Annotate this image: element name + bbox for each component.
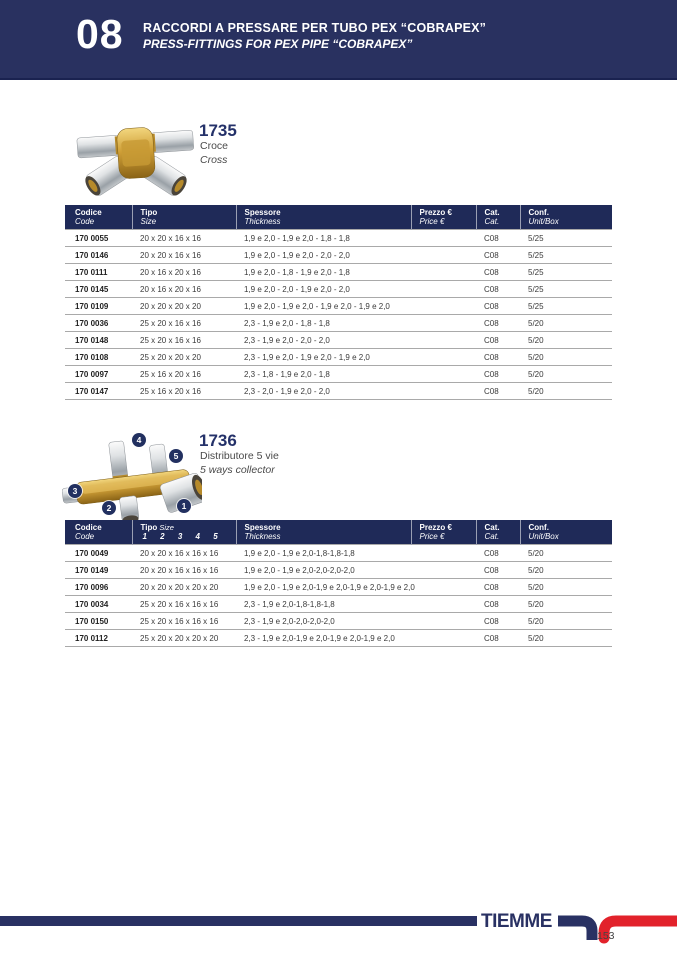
page-title-english: PRESS-FITTINGS FOR PEX PIPE “COBRAPEX” xyxy=(143,37,413,51)
table-row xyxy=(65,281,612,298)
cell-size: 25 x 20 x 20 x 20 x 20 xyxy=(132,630,236,647)
cell-cat: C08 xyxy=(476,383,520,400)
cell-price xyxy=(411,264,476,281)
col-header-size: Tipo Size xyxy=(132,205,236,230)
cell-thickness: 2,3 - 1,9 e 2,0-1,9 e 2,0-1,9 e 2,0-1,9 e 2,0 xyxy=(236,630,411,647)
cell-cat: C08 xyxy=(476,562,520,579)
cell-unit: 5/20 xyxy=(520,613,612,630)
cell-unit: 5/25 xyxy=(520,247,612,264)
table-row xyxy=(65,596,612,613)
product-name-en-1735: Cross xyxy=(200,154,228,166)
table-row xyxy=(65,579,612,596)
product-table-1735 xyxy=(65,205,612,400)
cell-thickness: 2,3 - 1,9 e 2,0 - 1,8 - 1,8 xyxy=(236,315,411,332)
cell-unit: 5/25 xyxy=(520,264,612,281)
cell-price xyxy=(411,247,476,264)
table-row xyxy=(65,298,612,315)
port-badge-5: 5 xyxy=(169,449,183,463)
cross-fitting-illustration xyxy=(70,108,202,200)
table-row xyxy=(65,366,612,383)
table-row xyxy=(65,562,612,579)
data-table xyxy=(65,520,612,647)
cell-cat: C08 xyxy=(476,264,520,281)
product-table-1736 xyxy=(65,520,612,647)
col-header-thickness: Spessore Thickness xyxy=(236,205,411,230)
cell-price xyxy=(411,596,476,613)
cell-price xyxy=(411,545,476,562)
cell-thickness: 1,9 e 2,0 - 1,9 e 2,0 - 1,8 - 1,8 xyxy=(236,230,411,247)
table-row xyxy=(65,264,612,281)
page-titles xyxy=(143,21,486,51)
cell-size: 25 x 20 x 16 x 16 xyxy=(132,332,236,349)
cell-code: 170 0055 xyxy=(65,230,132,247)
cell-unit: 5/20 xyxy=(520,315,612,332)
cell-price xyxy=(411,579,476,596)
cell-cat: C08 xyxy=(476,545,520,562)
cell-thickness: 1,9 e 2,0 - 1,8 - 1,9 e 2,0 - 1,8 xyxy=(236,264,411,281)
page-title-italian: RACCORDI A PRESSARE PER TUBO PEX “COBRAPEX” xyxy=(143,21,487,35)
cell-code: 170 0111 xyxy=(65,264,132,281)
cell-cat: C08 xyxy=(476,613,520,630)
cell-code: 170 0097 xyxy=(65,366,132,383)
cell-unit: 5/20 xyxy=(520,596,612,613)
cell-thickness: 2,3 - 2,0 - 1,9 e 2,0 - 2,0 xyxy=(236,383,411,400)
col-header-cat: Cat. Cat. xyxy=(476,205,520,230)
col-header-unit: Conf. Unit/Box xyxy=(520,520,612,545)
cell-code: 170 0145 xyxy=(65,281,132,298)
product-name-en-1736: 5 ways collector xyxy=(200,464,275,476)
cell-code: 170 0149 xyxy=(65,562,132,579)
cell-size: 20 x 20 x 16 x 16 x 16 xyxy=(132,562,236,579)
cell-size: 20 x 20 x 20 x 20 xyxy=(132,298,236,315)
cell-unit: 5/20 xyxy=(520,332,612,349)
cell-thickness: 2,3 - 1,8 - 1,9 e 2,0 - 1,8 xyxy=(236,366,411,383)
cell-unit: 5/25 xyxy=(520,281,612,298)
table-row xyxy=(65,545,612,562)
cell-code: 170 0112 xyxy=(65,630,132,647)
cell-cat: C08 xyxy=(476,630,520,647)
cell-size: 25 x 16 x 20 x 16 xyxy=(132,383,236,400)
col-header-thickness: Spessore Thickness xyxy=(236,520,411,545)
cell-size: 25 x 20 x 20 x 20 xyxy=(132,349,236,366)
cell-size: 25 x 20 x 16 x 16 x 16 xyxy=(132,596,236,613)
cell-code: 170 0108 xyxy=(65,349,132,366)
cell-thickness: 2,3 - 1,9 e 2,0 - 2,0 - 2,0 xyxy=(236,332,411,349)
product-name-it-1735: Croce xyxy=(200,140,229,152)
port-badge-1: 1 xyxy=(177,499,191,513)
cell-thickness: 1,9 e 2,0 - 1,9 e 2,0 - 2,0 - 2,0 xyxy=(236,247,411,264)
cell-cat: C08 xyxy=(476,349,520,366)
cell-unit: 5/20 xyxy=(520,366,612,383)
cell-price xyxy=(411,349,476,366)
cell-price xyxy=(411,562,476,579)
cell-price xyxy=(411,315,476,332)
chapter-number: 08 xyxy=(76,11,124,57)
cell-size: 25 x 20 x 16 x 16 x 16 xyxy=(132,613,236,630)
table-row xyxy=(65,613,612,630)
cell-code: 170 0147 xyxy=(65,383,132,400)
cell-size: 20 x 20 x 16 x 16 x 16 xyxy=(132,545,236,562)
cell-price xyxy=(411,298,476,315)
cell-unit: 5/20 xyxy=(520,562,612,579)
cell-thickness: 1,9 e 2,0 - 1,9 e 2,0-2,0-2,0-2,0 xyxy=(236,562,411,579)
cell-price xyxy=(411,383,476,400)
cell-thickness: 1,9 e 2,0 - 1,9 e 2,0-1,9 e 2,0-1,9 e 2,0-1,9 e 2,0 xyxy=(236,579,411,596)
cell-code: 170 0109 xyxy=(65,298,132,315)
cell-size: 20 x 20 x 16 x 16 xyxy=(132,230,236,247)
table-row xyxy=(65,247,612,264)
table-row xyxy=(65,349,612,366)
cell-price xyxy=(411,366,476,383)
cell-price xyxy=(411,332,476,349)
table-row xyxy=(65,630,612,647)
table-row xyxy=(65,230,612,247)
cell-cat: C08 xyxy=(476,596,520,613)
col-header-size: Tipo Size 1 2 3 4 5 xyxy=(132,520,236,545)
cell-cat: C08 xyxy=(476,298,520,315)
product-model-1735: 1735 xyxy=(199,121,237,140)
cell-code: 170 0034 xyxy=(65,596,132,613)
port-badge-3: 3 xyxy=(68,484,82,498)
product-name-it-1736: Distributore 5 vie xyxy=(200,450,279,462)
cell-size: 20 x 20 x 16 x 16 xyxy=(132,247,236,264)
cell-cat: C08 xyxy=(476,332,520,349)
table-row xyxy=(65,315,612,332)
cell-thickness: 2,3 - 1,9 e 2,0-2,0-2,0-2,0 xyxy=(236,613,411,630)
cell-size: 20 x 20 x 20 x 20 x 20 xyxy=(132,579,236,596)
brand-pipe-elbow-icon xyxy=(556,910,677,952)
cell-code: 170 0146 xyxy=(65,247,132,264)
cell-cat: C08 xyxy=(476,366,520,383)
cell-unit: 5/20 xyxy=(520,383,612,400)
page-number: 153 xyxy=(597,930,615,942)
cell-price xyxy=(411,630,476,647)
col-header-code: Codice Code xyxy=(65,205,132,230)
cell-code: 170 0148 xyxy=(65,332,132,349)
col-header-cat: Cat. Cat. xyxy=(476,520,520,545)
cell-code: 170 0150 xyxy=(65,613,132,630)
col-header-code: Codice Code xyxy=(65,520,132,545)
col-header-price: Prezzo € Price € xyxy=(411,520,476,545)
product-photo-cross-fitting xyxy=(70,108,202,205)
brand-logo-text: TIEMME xyxy=(481,911,552,932)
cell-unit: 5/25 xyxy=(520,230,612,247)
port-number-row: 1 2 3 4 5 xyxy=(142,532,218,541)
cell-unit: 5/20 xyxy=(520,630,612,647)
col-header-price: Prezzo € Price € xyxy=(411,205,476,230)
cell-price xyxy=(411,230,476,247)
cell-unit: 5/20 xyxy=(520,545,612,562)
product-model-1736: 1736 xyxy=(199,431,237,450)
cell-unit: 5/25 xyxy=(520,298,612,315)
cell-thickness: 1,9 e 2,0 - 2,0 - 1,9 e 2,0 - 2,0 xyxy=(236,281,411,298)
table-row xyxy=(65,332,612,349)
footer-rule xyxy=(0,916,477,926)
page-header xyxy=(0,0,677,80)
cell-thickness: 1,9 e 2,0 - 1,9 e 2,0 - 1,9 e 2,0 - 1,9 e 2,0 xyxy=(236,298,411,315)
cell-size: 25 x 20 x 16 x 16 xyxy=(132,315,236,332)
cell-price xyxy=(411,281,476,298)
table-row xyxy=(65,383,612,400)
cell-code: 170 0036 xyxy=(65,315,132,332)
cell-cat: C08 xyxy=(476,579,520,596)
cell-thickness: 2,3 - 1,9 e 2,0-1,8-1,8-1,8 xyxy=(236,596,411,613)
cell-code: 170 0096 xyxy=(65,579,132,596)
cell-cat: C08 xyxy=(476,247,520,264)
cell-code: 170 0049 xyxy=(65,545,132,562)
cell-size: 20 x 16 x 20 x 16 xyxy=(132,281,236,298)
cell-cat: C08 xyxy=(476,281,520,298)
cell-cat: C08 xyxy=(476,230,520,247)
cell-size: 25 x 16 x 20 x 16 xyxy=(132,366,236,383)
port-badge-2: 2 xyxy=(102,501,116,515)
port-badge-4: 4 xyxy=(132,433,146,447)
cell-cat: C08 xyxy=(476,315,520,332)
cell-size: 20 x 16 x 20 x 16 xyxy=(132,264,236,281)
cell-thickness: 2,3 - 1,9 e 2,0 - 1,9 e 2,0 - 1,9 e 2,0 xyxy=(236,349,411,366)
cell-unit: 5/20 xyxy=(520,349,612,366)
cell-thickness: 1,9 e 2,0 - 1,9 e 2,0-1,8-1,8-1,8 xyxy=(236,545,411,562)
cell-price xyxy=(411,613,476,630)
data-table xyxy=(65,205,612,400)
cell-unit: 5/20 xyxy=(520,579,612,596)
col-header-unit: Conf. Unit/Box xyxy=(520,205,612,230)
